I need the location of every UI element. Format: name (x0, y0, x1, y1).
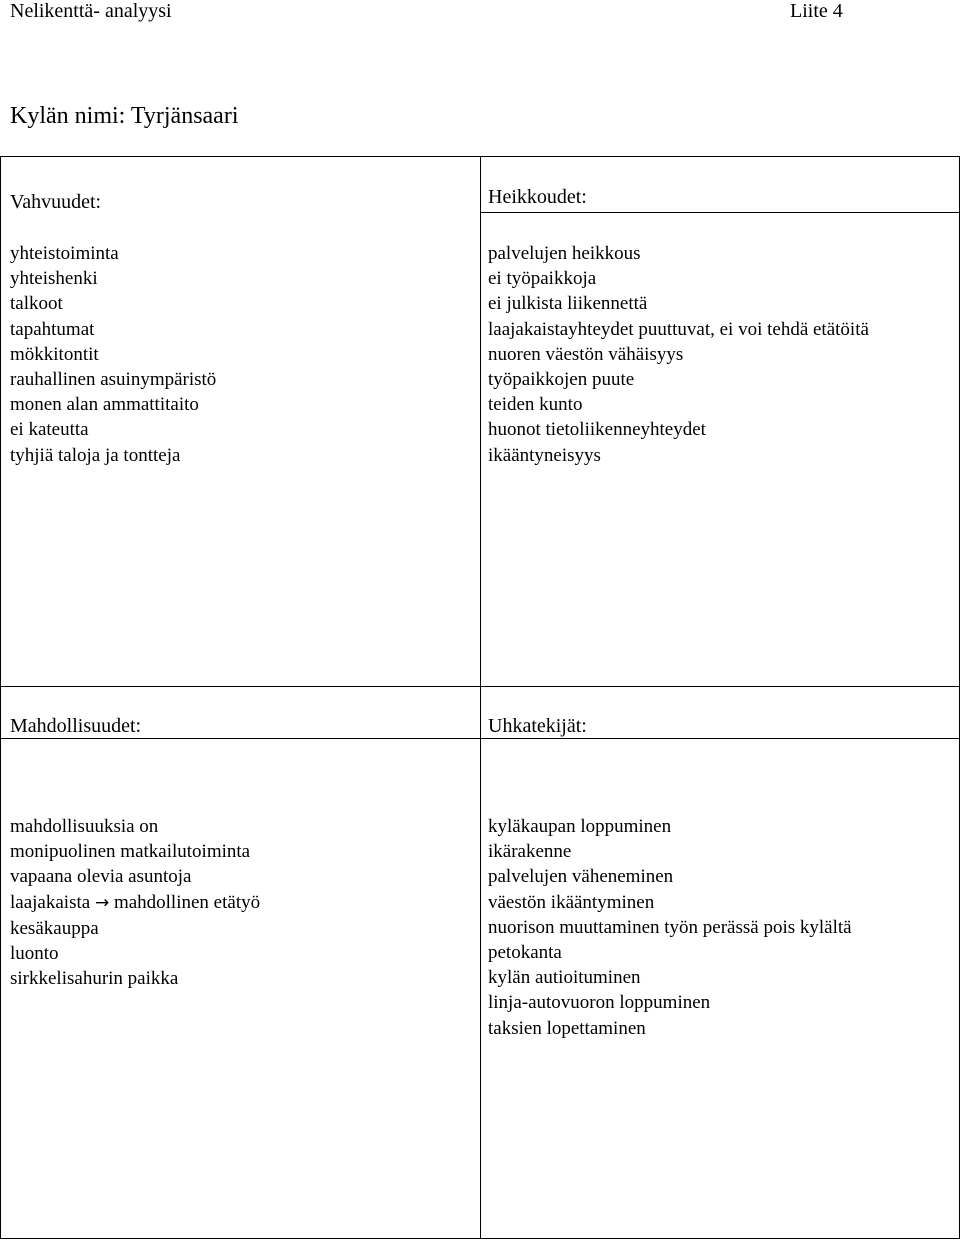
list-item: ei julkista liikennettä (488, 293, 648, 315)
list-item-with-arrow (10, 890, 260, 916)
list-item: rauhallinen asuinympäristö (10, 369, 217, 391)
list-item: väestön ikääntyminen (488, 891, 655, 913)
list-item: palvelujen heikkous (488, 243, 641, 264)
arrow-item-after: mahdollinen etätyö (113, 891, 261, 913)
list-item: palvelujen väheneminen (488, 866, 674, 888)
list-item: mökkitontit (10, 343, 99, 365)
opportunities-list (10, 814, 260, 991)
list-item: kylän autioituminen (488, 967, 641, 989)
list-item: työpaikkojen puute (488, 369, 635, 391)
arrow-right-icon: → (94, 892, 110, 913)
arrow-item-before: laajakaista (10, 891, 91, 913)
weaknesses-title: Heikkoudet: (488, 186, 587, 208)
weaknesses-list (488, 241, 869, 468)
list-item: vapaana olevia asuntoja (10, 866, 192, 888)
list-item: taksien lopettaminen (488, 1017, 646, 1039)
list-item: laajakaistayhteydet puuttuvat, ei voi tehdä etätöitä (488, 318, 869, 340)
opportunities-title: Mahdollisuudet: (10, 715, 142, 737)
list-item: tyhjiä taloja ja tontteja (10, 444, 181, 466)
list-item: talkoot (10, 293, 63, 315)
list-item: petokanta (488, 942, 562, 964)
list-item: luonto (10, 943, 59, 965)
weaknesses-title-underline (480, 212, 960, 213)
list-item: kesäkauppa (10, 917, 99, 939)
list-item: linja-autovuoron loppuminen (488, 992, 711, 1014)
list-item: ikärakenne (488, 841, 572, 863)
list-item: ei työpaikkoja (488, 268, 597, 290)
village-name-heading: Kylän nimi: Tyrjänsaari (10, 103, 239, 129)
list-item: sirkkelisahurin paikka (10, 968, 179, 990)
threats-title: Uhkatekijät: (488, 715, 587, 737)
list-item: teiden kunto (488, 394, 583, 416)
list-item: ikääntyneisyys (488, 444, 601, 466)
list-item: monen alan ammattitaito (10, 394, 199, 416)
list-item: monipuolinen matkailutoiminta (10, 841, 251, 863)
list-item: huonot tietoliikenneyhteydet (488, 419, 706, 441)
table-left-border (0, 156, 1, 1239)
list-item: yhteistoiminta (10, 243, 119, 264)
strengths-title: Vahvuudet: (10, 191, 102, 213)
list-item: tapahtumat (10, 318, 95, 340)
list-item: mahdollisuuksia on (10, 816, 159, 837)
list-item: nuorison muuttaminen työn perässä pois kylältä (488, 916, 852, 938)
list-item: ei kateutta (10, 419, 89, 441)
table-center-divider (480, 156, 481, 1239)
list-item: yhteishenki (10, 268, 98, 290)
appendix-label: Liite 4 (790, 0, 843, 22)
list-item: kyläkaupan loppuminen (488, 816, 672, 837)
document-title: Nelikenttä- analyysi (10, 0, 172, 22)
threats-list (488, 814, 852, 1041)
strengths-list (10, 241, 216, 468)
list-item: nuoren väestön vähäisyys (488, 343, 684, 365)
